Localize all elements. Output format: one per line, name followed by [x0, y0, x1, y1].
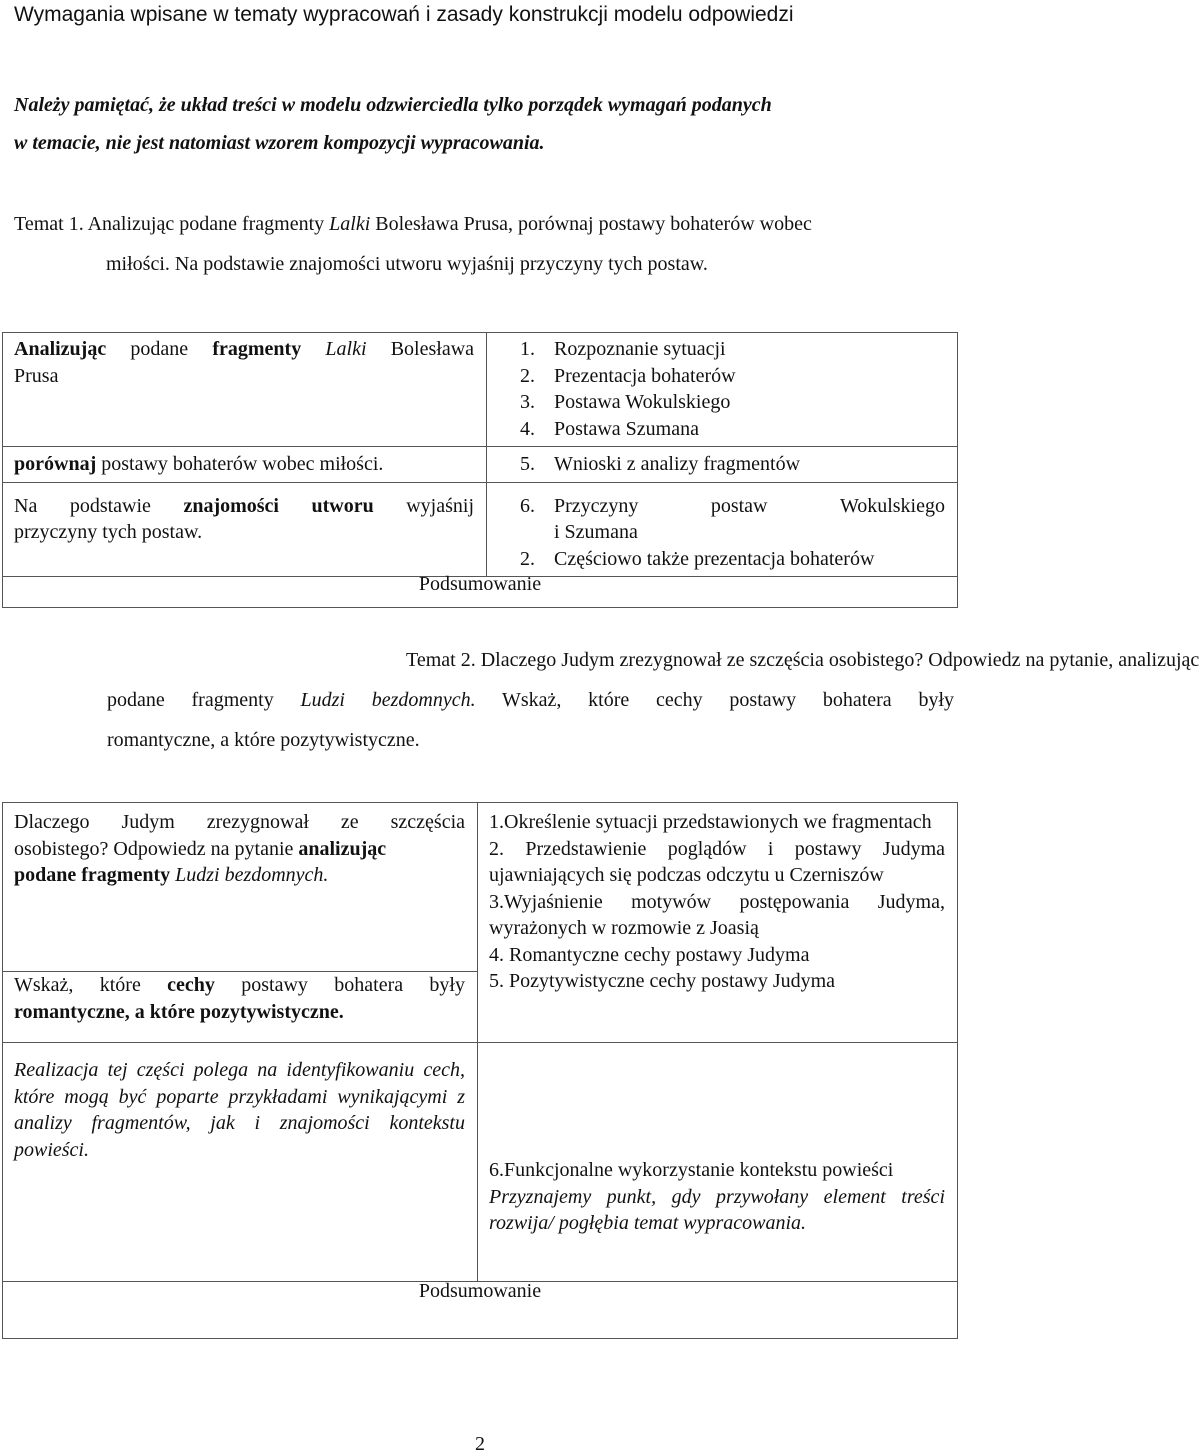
t2-model-cell-1: [478, 803, 958, 1043]
page-number: 2: [475, 1433, 485, 1455]
list-item: 2. Przedstawienie poglądów i postawy Judyma ujawniających się podczas odczytu u Czerniszów: [489, 837, 945, 886]
t1-req-cell-2: porównaj postawy bohaterów wobec miłości.: [3, 447, 487, 483]
list-item: 6.Funkcjonalne wykorzystanie kontekstu powieści: [489, 1159, 894, 1181]
list-item: 4. Postawa Szumana: [520, 417, 699, 440]
t2-req-cell-3: Realizacja tej części polega na identyfikowaniu cech, które mogą być poparte przykładami wynikającymi z analizy fragmentów, jak i znajomości kontekstu powieści.: [3, 1043, 478, 1282]
topic-2: [406, 640, 1199, 680]
scoring-note: Przyznajemy punkt, gdy przywołany element treści rozwija/ pogłębia temat wypracowania.: [489, 1185, 945, 1234]
list-item: 3.Wyjaśnienie motywów postępowania Judyma, wyrażonych w rozmowie z Joasią: [489, 890, 945, 939]
t1-req-cell-3: Na podstawie znajomości utworu wyjaśnij przyczyny tych postaw.: [3, 482, 487, 577]
t2-model-cell-2: [478, 1043, 958, 1282]
topic-2-line-3: romantyczne, a które pozytywistyczne.: [107, 729, 420, 751]
list-item: 2. Częściowo także prezentacja bohaterów: [520, 547, 875, 570]
note-line-1: Należy pamiętać, że układ treści w modelu odzwierciedla tylko porządek wymagań podanych: [14, 94, 772, 116]
t2-summary-cell: Podsumowanie: [3, 1282, 958, 1339]
topic-2-line-2: podane fragmenty Ludzi bezdomnych. Wskaż, które cechy postawy bohatera były: [107, 689, 955, 711]
t1-list-1: [498, 336, 945, 442]
instruction-note: [14, 86, 954, 162]
t2-req-cell-1: Dlaczego Judym zrezygnował ze szczęścia osobistego? Odpowiedz na pytanie analizując podane fragmenty Ludzi bezdomnych.: [3, 803, 478, 972]
t1-model-cell-2: [487, 447, 958, 483]
topic-1-line-2: miłości. Na podstawie znajomości utworu wyjaśnij przyczyny tych postaw.: [106, 253, 708, 275]
page-header: Wymagania wpisane w tematy wypracowań i zasady konstrukcji modelu odpowiedzi: [14, 3, 794, 26]
topic-1-line-1: Temat 1. Analizując podane fragmenty Lalki Bolesława Prusa, porównaj postawy bohaterów wobec: [14, 213, 812, 235]
list-item: 1. Rozpoznanie sytuacji: [520, 338, 726, 360]
list-item: 3. Postawa Wokulskiego: [520, 391, 731, 413]
list-item: 2. Prezentacja bohaterów: [520, 364, 736, 387]
list-item: 4. Romantyczne cechy postawy Judyma: [489, 943, 810, 966]
topic-2-model-table: [2, 802, 958, 1339]
note-line-2: w temacie, nie jest natomiast wzorem kompozycji wypracowania.: [14, 132, 545, 154]
t1-model-cell-3: 6. Przyczyny postaw Wokulskiego i Szumana 2. Częściowo także prezentacja bohaterów: [487, 482, 958, 577]
list-item: 1.Określenie sytuacji przedstawionych we fragmentach: [489, 811, 932, 833]
list-item: 6. Przyczyny postaw Wokulskiego: [520, 494, 945, 517]
topic-2-cont: [107, 680, 954, 760]
topic-1: [14, 204, 954, 284]
topic-2-line-1: Temat 2. Dlaczego Judym zrezygnował ze szczęścia osobistego? Odpowiedz na pytanie, analizując: [406, 649, 1199, 671]
t1-model-cell-1: [487, 333, 958, 447]
list-item: 5. Pozytywistyczne cechy postawy Judyma: [489, 970, 836, 992]
t1-req-cell-1: Analizując podane fragmenty Lalki Bolesława Prusa: [3, 333, 487, 447]
topic-1-model-table: [2, 332, 958, 608]
list-item: 5. Wnioski z analizy fragmentów: [520, 453, 801, 475]
t2-req-cell-2: Wskaż, które cechy postawy bohatera były romantyczne, a które pozytywistyczne.: [3, 972, 478, 1043]
t1-summary-cell: Podsumowanie: [3, 577, 958, 608]
